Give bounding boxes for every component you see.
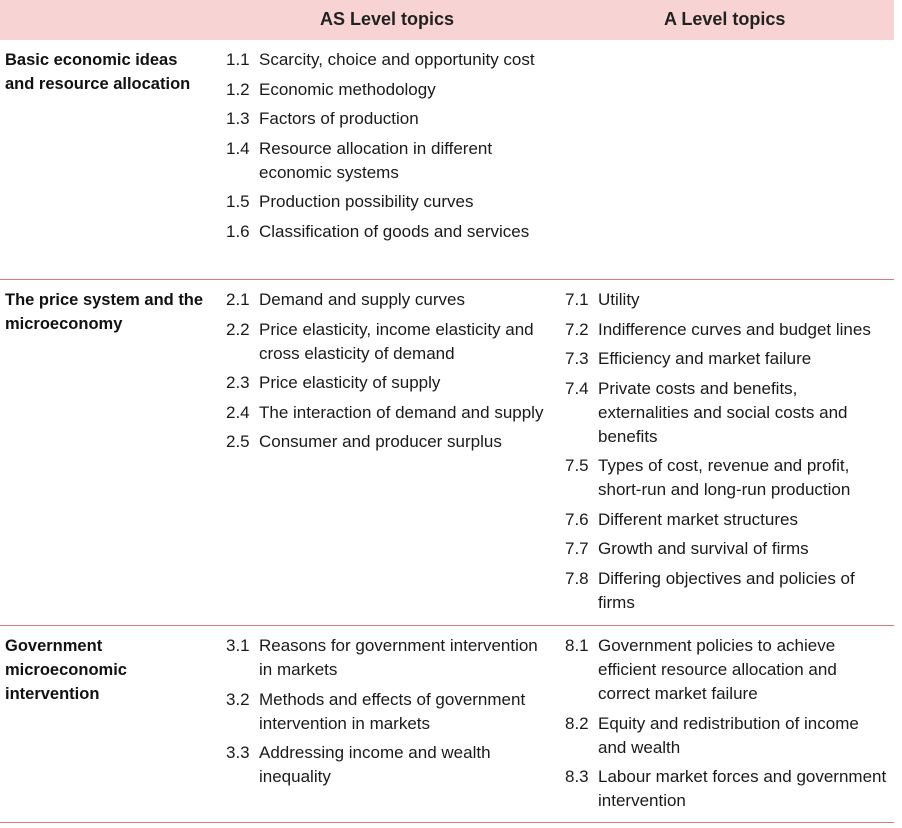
a-topic-list [565,288,890,620]
topic-number: 3.1 [226,636,250,655]
topic-number: 1.1 [226,50,250,69]
topic-text: Methods and effects of government intervention in markets [259,689,526,733]
topic-text: Classification of goods and services [259,221,530,241]
topic-number: 1.5 [226,192,250,211]
topic-text: Differing objectives and policies of firms [598,568,855,612]
a-topic-list [565,634,890,819]
topic-text: Indifference curves and budget lines [598,319,871,339]
topic-number: 1.6 [226,221,250,241]
topic-text: Price elasticity, income elasticity and cross elasticity of demand [259,319,534,363]
topic-text: Labour market forces and government intervention [598,767,887,810]
topic-text: Government policies to achieve efficient resource allocation and correct market failure [598,636,837,703]
topic-item [565,567,890,615]
topic-text: Types of cost, revenue and profit, short-run and long-run production [598,456,851,499]
topic-text: Different market structures [598,509,798,529]
topic-number: 2.2 [226,319,250,339]
topic-text: Private costs and benefits, externalities and social costs and benefits [598,378,848,446]
topic-item [565,288,890,312]
topic-item [565,634,890,706]
topic-text: Utility [598,290,640,309]
topic-text: Efficiency and market failure [598,349,812,368]
table-row-price-system [0,280,894,626]
topic-item [226,220,546,244]
table-row-basic-economic-ideas [0,40,894,280]
topic-text: Growth and survival of firms [598,539,809,558]
topic-item [565,318,890,342]
topic-item [226,288,546,312]
topic-number: 2.1 [226,290,250,309]
topic-item [565,508,890,532]
topic-number: 7.6 [565,509,589,529]
table-row-government-intervention [0,626,894,823]
topic-item [565,347,890,371]
row-divider [0,822,894,823]
topic-number: 1.4 [226,138,250,158]
topic-number: 7.4 [565,378,589,398]
topic-text: Resource allocation in different economic systems [259,138,493,182]
topic-number: 7.3 [565,349,589,368]
topic-number: 7.2 [565,319,589,339]
topic-item [565,454,890,502]
topic-text: Reasons for government intervention in markets [259,636,538,679]
topic-number: 8.3 [565,767,589,786]
topic-item [565,712,890,760]
as-topic-list [226,288,546,460]
topic-text: The interaction of demand and supply [259,402,544,422]
topic-text: Factors of production [259,109,419,128]
topic-item [226,634,546,682]
topic-text: Production possibility curves [259,192,474,211]
topic-item [226,688,546,736]
topic-item [226,48,546,72]
topic-number: 2.3 [226,373,250,392]
theme-label: The price system and the microeconomy [5,291,204,333]
topic-number: 8.1 [565,636,589,655]
topic-item [226,137,546,185]
topic-text: Scarcity, choice and opportunity cost [259,50,535,69]
topic-item [226,401,546,425]
topic-item [565,377,890,449]
theme-label: Government microeconomic intervention [5,637,127,703]
topic-number: 7.1 [565,290,589,309]
topic-text: Addressing income and wealth inequality [259,743,491,786]
topic-number: 2.5 [226,432,250,451]
topic-text: Consumer and producer surplus [259,432,502,451]
topic-item [565,765,890,813]
theme-label: Basic economic ideas and resource allocation [5,51,191,93]
topic-item [226,741,546,789]
topic-item [226,371,546,395]
topic-number: 1.2 [226,79,250,99]
topic-text: Demand and supply curves [259,290,466,309]
topic-text: Economic methodology [259,79,436,99]
topic-number: 7.5 [565,456,589,475]
topic-number: 3.3 [226,743,250,762]
as-level-heading: AS Level topics [320,9,455,29]
topic-number: 7.8 [565,568,589,588]
topic-number: 1.3 [226,109,250,128]
topic-item [226,318,546,366]
table-header [0,0,894,40]
topic-text: Equity and redistribution of income and wealth [598,713,859,757]
topic-item [226,430,546,454]
topic-item [226,107,546,131]
as-topic-list [226,634,546,795]
topic-item [565,537,890,561]
as-topic-list [226,48,546,249]
a-level-heading: A Level topics [664,9,786,29]
topic-number: 8.2 [565,713,589,733]
topic-number: 7.7 [565,539,589,558]
topic-item [226,190,546,214]
topic-number: 3.2 [226,689,250,709]
topic-item [226,78,546,102]
topic-number: 2.4 [226,402,250,422]
topic-text: Price elasticity of supply [259,373,441,392]
